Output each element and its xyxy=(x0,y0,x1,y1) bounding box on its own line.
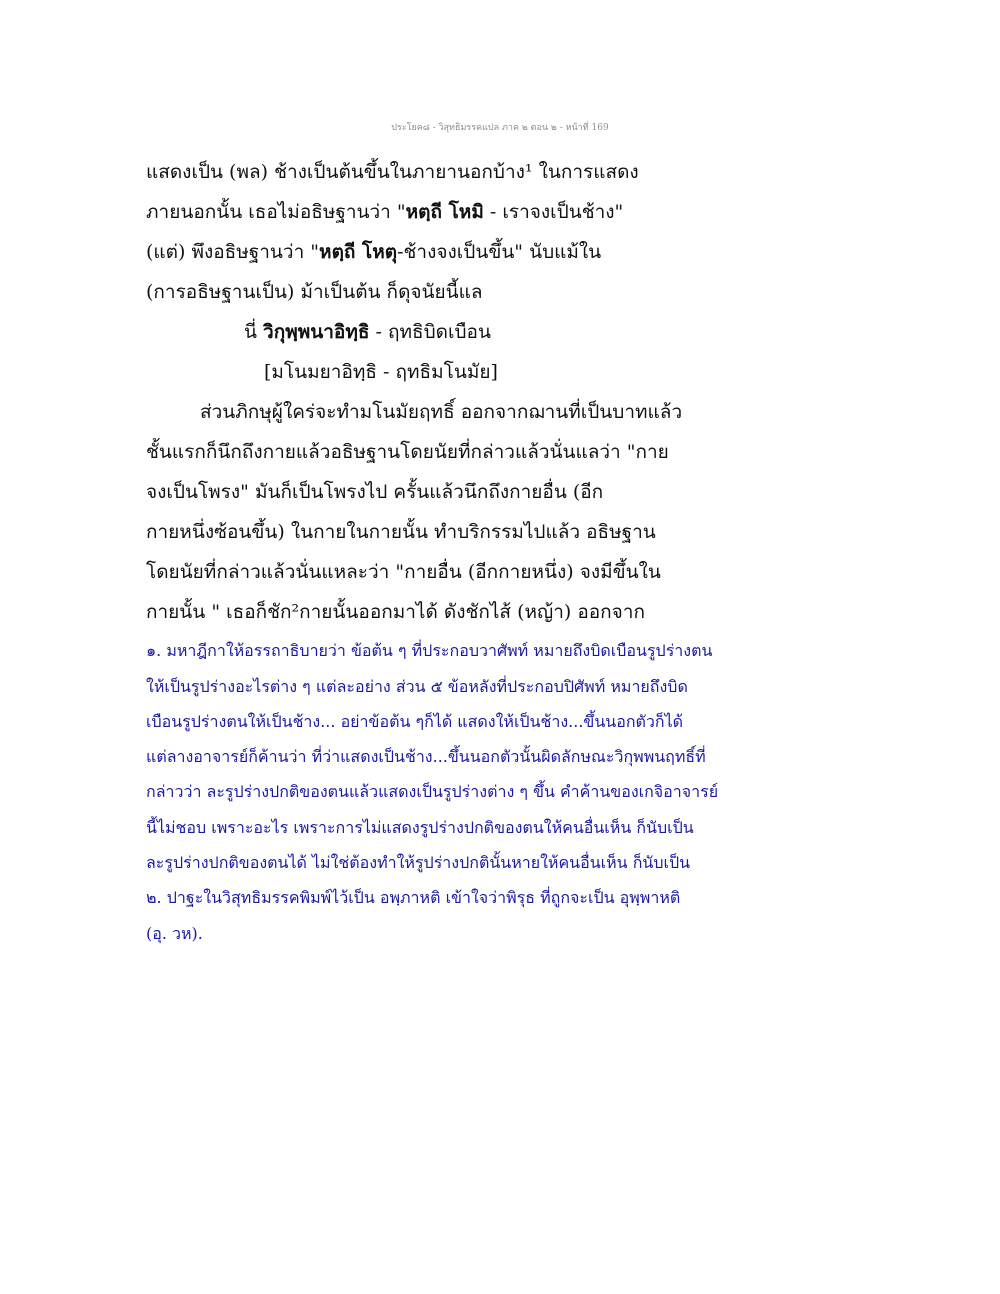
paragraph-line-3: จงเป็นโพรง" มันก็เป็นโพรงไป ครั้นแล้วนึกถึงกายอื่น (อีก xyxy=(146,481,604,503)
pali-term-hatthi-homi: หตฺถี โหมิ xyxy=(405,201,484,223)
body-line-3-text-a: (แต่) พึงอธิษฐานว่า " xyxy=(146,241,320,263)
body-line-2-text-a: ภายนอกนั้น เธอไม่อธิษฐานว่า " xyxy=(146,201,406,223)
footnote-1-line-6: นี้ไม่ชอบ เพราะอะไร เพราะการไม่แสดงรูปร่างปกติของตนให้คนอื่นเห็น ก็นับเป็น xyxy=(146,818,694,837)
paragraph-line-6: กายนั้น " เธอก็ชัก²กายนั้นออกมาได้ ดังชักไส้ (หญ้า) ออกจาก xyxy=(146,601,645,623)
running-header: ประโยค๘ - วิสุทธิมรรคแปล ภาค ๒ ตอน ๒ - หน้าที่ 169 xyxy=(391,123,609,133)
footnote-1-line-3: เบือนรูปร่างตนให้เป็นช้าง... อย่าข้อต้น ๆก็ได้ แสดงให้เป็นช้าง...ขึ้นนอกตัวก็ได้ xyxy=(146,712,684,731)
section-subheading: [มโนมยาอิทฺธิ - ฤทธิมโนมัย] xyxy=(264,361,498,383)
body-line-1: แสดงเป็น (พล) ช้างเป็นต้นขึ้นในภายานอกบ้าง¹ ในการแสดง xyxy=(146,161,639,183)
section-heading xyxy=(244,320,491,344)
section-heading-pali: วิกุพฺพนาอิทฺธิ xyxy=(263,321,370,343)
body-line-2 xyxy=(146,200,623,224)
section-heading-prefix: นี่ xyxy=(244,321,264,343)
body-line-4: (การอธิษฐานเป็น) ม้าเป็นต้น ก็ดุจนัยนี้แล xyxy=(146,281,483,303)
footnote-2-line-1: ๒. ปาฐะในวิสุทธิมรรคพิมพ์ไว้เป็น อพฺภาหติ เข้าใจว่าพิรุธ ที่ถูกจะเป็น อุพฺพาหติ xyxy=(146,888,681,907)
footnote-1-line-7: ละรูปร่างปกติของตนได้ ไม่ใช่ต้องทำให้รูปร่างปกตินั้นหายให้คนอื่นเห็น ก็นับเป็น xyxy=(146,853,691,872)
paragraph-line-1: ส่วนภิกษุผู้ใคร่จะทำมโนมัยฤทธิ์ ออกจากฌานที่เป็นบาทแล้ว xyxy=(200,401,683,423)
paragraph-line-5: โดยนัยที่กล่าวแล้วนั่นแหละว่า "กายอื่น (อีกกายหนึ่ง) จงมีขึ้นใน xyxy=(146,561,661,583)
body-line-2-text-c: - เราจงเป็นช้าง" xyxy=(483,201,624,223)
body-line-3 xyxy=(146,240,601,264)
footnote-2-line-2: (อุ. วห). xyxy=(146,924,203,943)
paragraph-line-4: กายหนึ่งซ้อนขึ้น) ในกายในกายนั้น ทำบริกรรมไปแล้ว อธิษฐาน xyxy=(146,521,656,543)
body-line-3-text-c: -ช้างจงเป็นขึ้น" นับแม้ใน xyxy=(397,241,602,263)
footnote-1-line-1: ๑. มหาฎีกาให้อรรถาธิบายว่า ข้อต้น ๆ ที่ประกอบวาศัพท์ หมายถึงบิดเบือนรูปร่างตน xyxy=(146,641,713,660)
footnote-1-line-4: แต่ลางอาจารย์ก็ค้านว่า ที่ว่าแสดงเป็นช้าง...ขึ้นนอกตัวนั้นผิดลักษณะวิกุพพนฤทธิ์ที่ xyxy=(146,747,706,766)
section-heading-thai: - ฤทธิบิดเบือน xyxy=(369,321,491,343)
footnote-1-line-5: กล่าวว่า ละรูปร่างปกติของตนแล้วแสดงเป็นรูปร่างต่าง ๆ ขึ้น คำค้านของเกจิอาจารย์ xyxy=(146,782,719,801)
footnote-1-line-2: ให้เป็นรูปร่างอะไรต่าง ๆ แต่ละอย่าง ส่วน ๕ ข้อหลังที่ประกอบปิศัพท์ หมายถึงบิด xyxy=(146,677,688,696)
paragraph-line-2: ชั้นแรกก็นึกถึงกายแล้วอธิษฐานโดยนัยที่กล่าวแล้วนั่นแลว่า "กาย xyxy=(146,441,669,463)
pali-term-hatthi-hotu: หตฺถี โหตุ xyxy=(319,241,398,263)
